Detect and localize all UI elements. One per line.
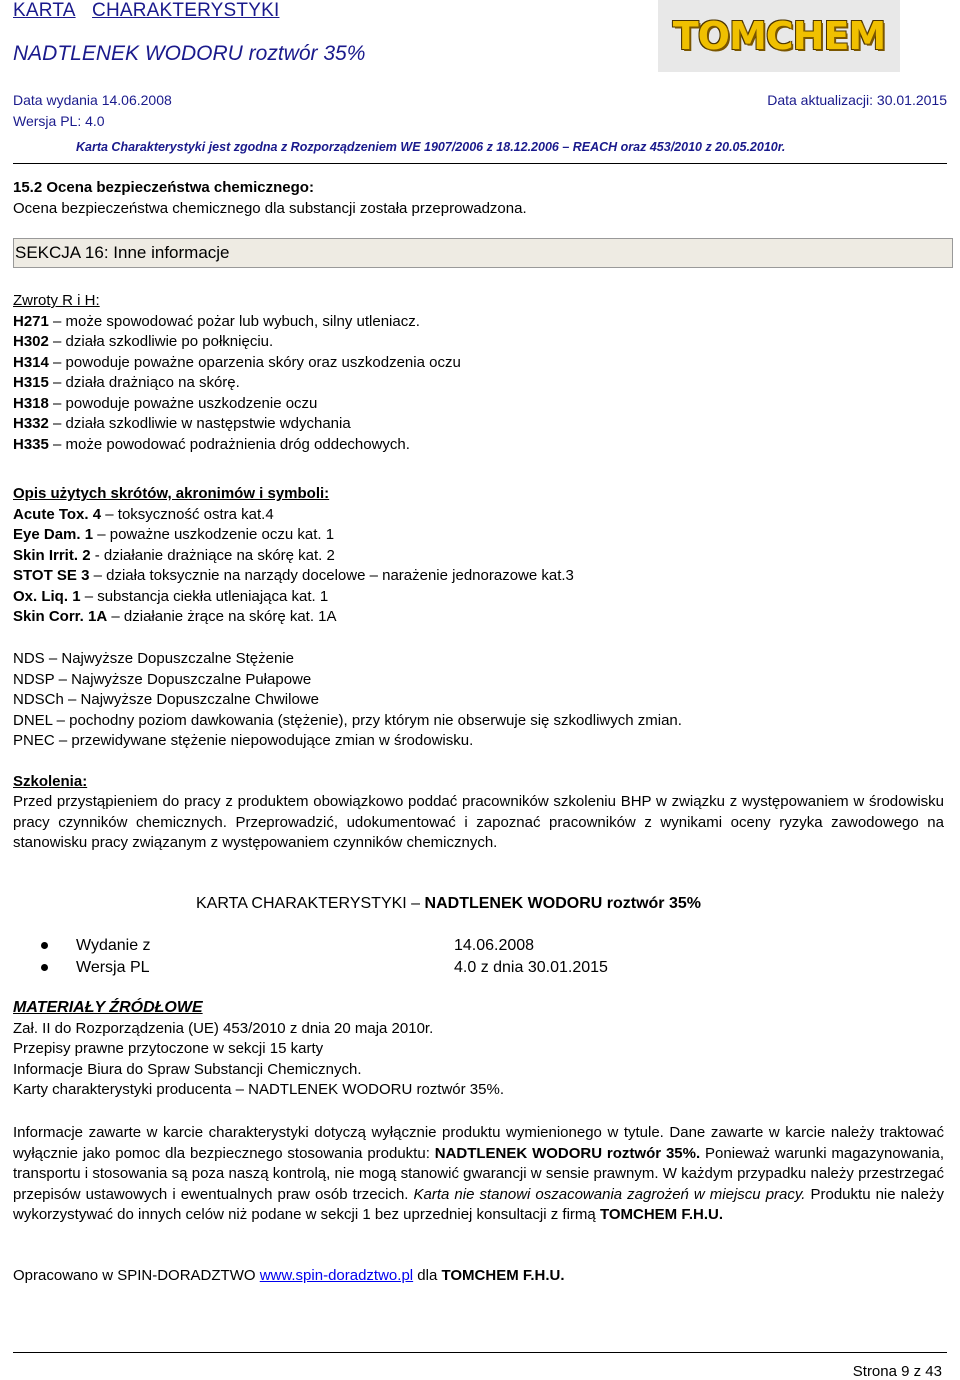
- section-16-heading: SEKCJA 16: Inne informacje: [13, 238, 953, 268]
- h-phrase: H302 – działa szkodliwie po połknięciu.: [13, 333, 274, 350]
- version: Wersja PL: 4.0: [13, 113, 105, 129]
- product-name: NADTLENEK WODORU roztwór 35%: [13, 42, 366, 65]
- section-15-2-heading: 15.2 Ocena bezpieczeństwa chemicznego:: [13, 179, 314, 196]
- footer-divider: [13, 1352, 947, 1353]
- issue-date: Data wydania 14.06.2008: [13, 92, 172, 108]
- h-phrase: H318 – powoduje poważne uszkodzenie oczu: [13, 394, 318, 412]
- acronym: NDS – Najwyższe Dopuszczalne Stężenie: [13, 650, 294, 667]
- h-phrases-heading: Zwroty R i H:: [13, 292, 100, 309]
- acronyms: [13, 649, 682, 752]
- h-phrase: H332 – działa szkodliwie w następstwie wdychania: [13, 415, 351, 432]
- sources: [13, 998, 504, 1101]
- spin-doradztwo-link[interactable]: www.spin-doradztwo.pl: [259, 1267, 414, 1284]
- h-phrase: H314 – powoduje poważne oparzenia skóry oraz uszkodzenia oczu: [13, 353, 461, 371]
- training-text: Przed przystąpieniem do pracy z produktem obowiązkowo poddać pracowników szkoleniu BHP w związku z występowaniem w środowisku pracy czynników chemicznych. Przeprowadzić, udokumentować i zapoznać pracowników z wynikami oceny ryzyka zawodowego na stanowisku pracy związanym z występowaniem czynników chemicznych.: [13, 793, 944, 851]
- date-row: [13, 92, 947, 108]
- hazard-class: Acute Tox. 4 – toksyczność ostra kat.4: [13, 505, 274, 523]
- abbreviations: [13, 484, 574, 628]
- sources-heading: MATERIAŁY ŹRÓDŁOWE: [13, 999, 203, 1016]
- header-divider: [13, 163, 947, 164]
- edition-item: Wersja PL 4.0 z dnia 30.01.2015: [13, 959, 713, 981]
- bullet-icon: [41, 942, 48, 949]
- page-number: Strona 9 z 43: [852, 1363, 942, 1380]
- section-15-2: [13, 178, 527, 219]
- edition-item: Wydanie z 14.06.2008: [13, 937, 713, 959]
- section-15-2-text: Ocena bezpieczeństwa chemicznego dla substancji została przeprowadzona.: [13, 199, 527, 217]
- update-date: Data aktualizacji: 30.01.2015: [767, 92, 947, 108]
- h-phrase: H271 – może spowodować pożar lub wybuch, silny utleniacz.: [13, 312, 420, 330]
- h-phrases: [13, 291, 461, 455]
- hazard-class: Skin Corr. 1A – działanie żrące na skórę kat. 1A: [13, 608, 337, 625]
- card-title-line: KARTA CHARAKTERYSTYKI – NADTLENEK WODORU roztwór 35%: [196, 895, 701, 912]
- training-heading: Szkolenia:: [13, 773, 88, 790]
- source-item: Informacje Biura do Spraw Substancji Chemicznych.: [13, 1060, 362, 1078]
- prepared-by: Opracowano w SPIN-DORADZTWO www.spin-doradztwo.pl dla TOMCHEM F.H.U.: [13, 1267, 565, 1284]
- acronym: PNEC – przewidywane stężenie niepowodujące zmian w środowisku.: [13, 732, 474, 749]
- hazard-class: STOT SE 3 – działa toksycznie na narządy docelowe – narażenie jednorazowe kat.3: [13, 567, 574, 584]
- hazard-class: Ox. Liq. 1 – substancja ciekła utleniająca kat. 1: [13, 587, 329, 605]
- acronym: DNEL – pochodny poziom dawkowania (stężenie), przy którym nie obserwuje się szkodliwych zmian.: [13, 711, 682, 729]
- hazard-class: Skin Irrit. 2 - działanie drażniące na skórę kat. 2: [13, 546, 335, 564]
- hazard-class: Eye Dam. 1 – poważne uszkodzenie oczu kat. 1: [13, 526, 335, 543]
- acronym: NDSP – Najwyższe Dopuszczalne Pułapowe: [13, 670, 312, 688]
- regulation-note: Karta Charakterystyki jest zgodna z Rozporządzeniem WE 1907/2006 z 18.12.2006 – REACH oraz 453/2010 z 20.05.2010r.: [76, 140, 786, 154]
- source-item: Zał. II do Rozporządzenia (UE) 453/2010 z dnia 20 maja 2010r.: [13, 1019, 434, 1037]
- h-phrase: H335 – może powodować podrażnienia dróg oddechowych.: [13, 435, 410, 453]
- source-item: Przepisy prawne przytoczone w sekcji 15 karty: [13, 1040, 324, 1057]
- version-row: [13, 113, 947, 129]
- abbreviations-heading: Opis użytych skrótów, akronimów i symboli:: [13, 485, 330, 502]
- source-item: Karty charakterystyki producenta – NADTLENEK WODORU roztwór 35%.: [13, 1081, 504, 1098]
- acronym: NDSCh – Najwyższe Dopuszczalne Chwilowe: [13, 691, 319, 708]
- disclaimer: Informacje zawarte w karcie charakterystyki dotyczą wyłącznie produktu wymienionego w tytule. Dane zawarte w karcie należy traktować wyłącznie jako pomoc dla bezpiecznego stosowania produktu: NADTLENEK WODORU roztwór 35%. Ponieważ warunki magazynowania, transportu i stosowania są poza naszą kontrolą, nie mogą stanowić gwarancji w sensie prawnym. W każdym przypadku należy przestrzegać przepisów ustawowych i ewentualnych praw osób trzecich. Karta nie stanowi oszacowania zagrożeń w miejscu pracy. Produktu nie należy wykorzystywać do innych celów niż podane w sekcji 1 bez uprzedniej konsultacji z firmą TOMCHEM F.H.U.: [13, 1124, 945, 1223]
- h-phrase: H315 – działa drażniąco na skórę.: [13, 374, 240, 391]
- document-title: KARTA CHARAKTERYSTYKI: [13, 0, 280, 21]
- tomchem-logo: TOMCHEM: [658, 0, 900, 72]
- bullet-icon: [41, 964, 48, 971]
